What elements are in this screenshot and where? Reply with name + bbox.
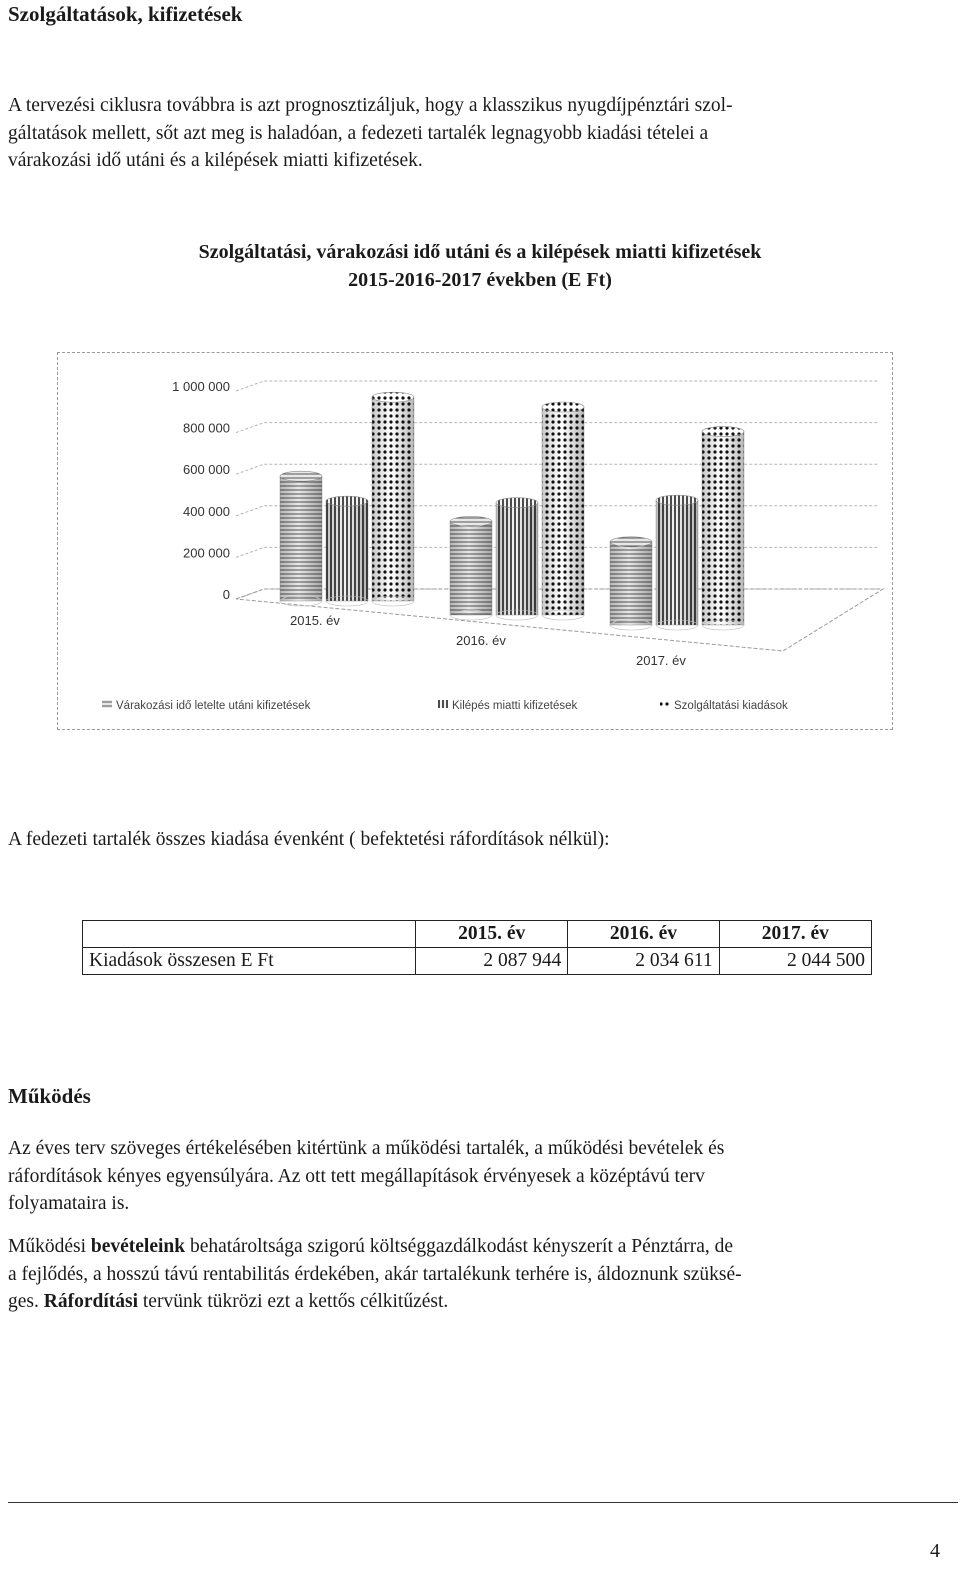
bar-top [450, 516, 492, 526]
bar [610, 537, 652, 630]
page-number: 4 [930, 1540, 940, 1562]
gridline [236, 381, 878, 391]
bold-term-expenditure: Ráfordítási [43, 1291, 138, 1312]
bar-top [372, 392, 414, 402]
y-tick-label: 1 000 000 [172, 379, 230, 394]
bar-top [496, 498, 538, 508]
table-cell: 2 034 611 [568, 948, 719, 975]
bar-shading [702, 432, 744, 625]
bar [542, 402, 584, 620]
bar-shading [372, 397, 414, 601]
bar [372, 392, 414, 606]
operations-p2-line-2: a fejlődés, a hosszú távú rentabilitás érdekében, akár tartalékunk terhére is, áldoznunk szüksé- [8, 1263, 742, 1285]
y-tick-label: 600 000 [183, 462, 230, 478]
legend-label: Várakozási idő letelte utáni kifizetések [116, 700, 311, 712]
bar-shading [326, 501, 368, 601]
table-cell: 2 087 944 [416, 948, 568, 975]
text-run: Működési [8, 1236, 91, 1257]
y-tick-label: 400 000 [183, 503, 230, 519]
legend-swatch [660, 700, 670, 708]
intro-paragraph [8, 92, 948, 175]
bar-top [326, 496, 368, 506]
bold-term-revenues: bevételeink [90, 1236, 186, 1257]
bar-top [610, 537, 652, 547]
bar [702, 427, 744, 630]
bar-shading [656, 500, 698, 625]
table-row-label: Kiadások összesen E Ft [83, 948, 416, 975]
bar [450, 516, 492, 620]
legend-swatch [102, 700, 112, 708]
intro-line-3: várakozási idő utáni és a kilépések miatti kifizetések. [8, 150, 423, 171]
x-category-label: 2016. év [456, 633, 506, 648]
y-tick-label: 800 000 [183, 420, 230, 436]
bar [656, 495, 698, 630]
legend-label: Kilépés miatti kifizetések [452, 700, 578, 712]
intro-line-1: A tervezési ciklusra továbbra is azt prognosztizáljuk, hogy a klasszikus nyugdíjpénztári szol- [8, 95, 733, 116]
text-run: behatároltsága szigorú költséggazdálkodást kényszerít a Pénztárra, de [185, 1236, 734, 1257]
operations-paragraph-2 [8, 1233, 948, 1316]
table-header-row [83, 921, 872, 948]
bar-shading [280, 476, 322, 601]
table-header-cell: 2017. év [719, 921, 871, 948]
bar-shading [496, 503, 538, 615]
intro-line-2: gáltatások mellett, sőt azt meg is haladóan, a fedezeti tartalék legnagyobb kiadási tételei a [8, 122, 709, 144]
bar-top [656, 495, 698, 505]
table-cell: 2 044 500 [719, 948, 871, 975]
x-category-label: 2017. év [636, 653, 686, 668]
operations-p1-line-3: folyamataira is. [8, 1193, 130, 1214]
chart-title-line-1: Szolgáltatási, várakozási idő utáni és a kilépések miatti kifizetések [198, 241, 762, 263]
bar [280, 471, 322, 606]
y-tick-label: 200 000 [183, 545, 230, 561]
x-category-label: 2015. év [290, 613, 340, 628]
table-row [83, 948, 872, 975]
text-run: tervünk tükrözi ezt a kettős célkitűzést. [138, 1291, 449, 1312]
footer-divider [8, 1502, 958, 1503]
bar-top [280, 471, 322, 481]
chart-title-line-2: 2015-2016-2017 években (E Ft) [348, 269, 612, 291]
section-heading-payouts: Szolgáltatások, kifizetések [8, 2, 243, 26]
bar [326, 496, 368, 606]
operations-p1-line-1: Az éves terv szöveges értékelésében kitértünk a működési tartalék, a működési bevételek és [8, 1138, 725, 1159]
bar [496, 498, 538, 620]
operations-p1-line-2: ráfordítások kényes egyensúlyára. Az ott tett megállapítások érvényesek a középtávú terv [8, 1165, 705, 1187]
operations-p2-line-3 [8, 1288, 948, 1316]
table-header-cell [83, 921, 416, 948]
bar-shading [450, 521, 492, 615]
section-heading-operations: Működés [8, 1084, 91, 1108]
bar-top [702, 427, 744, 437]
legend-label: Szolgáltatási kiadások [674, 700, 788, 712]
table-header-cell: 2016. év [568, 921, 719, 948]
text-run: ges. [8, 1291, 44, 1312]
table-header-cell: 2015. év [416, 921, 568, 948]
bar-shading [610, 542, 652, 625]
legend-swatch [438, 700, 448, 708]
table-caption: A fedezeti tartalék összes kiadása évenként ( befektetési ráfordítások nélkül): [8, 829, 610, 850]
operations-p2-line-1 [8, 1233, 948, 1261]
bar-chart [58, 353, 894, 731]
y-tick-label: 0 [222, 587, 230, 602]
chart-title [0, 238, 960, 294]
bar-shading [542, 407, 584, 615]
chart-frame [57, 352, 893, 730]
bar-top [542, 402, 584, 412]
summary-table [82, 920, 872, 975]
operations-paragraph-1 [8, 1135, 948, 1218]
